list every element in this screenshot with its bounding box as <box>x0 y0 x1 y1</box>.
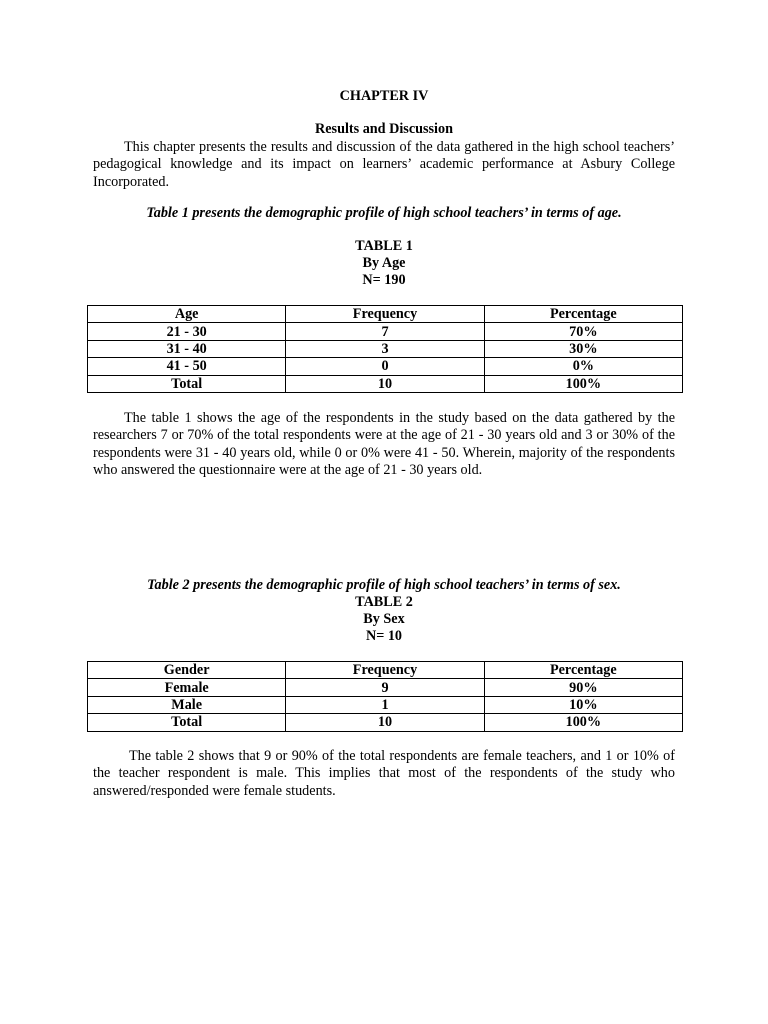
header-cell: Percentage <box>484 306 682 323</box>
table-cell: 70% <box>484 323 682 340</box>
table-header-row <box>88 662 683 679</box>
table-cell: 41 - 50 <box>88 358 286 375</box>
section-title: Results and Discussion <box>315 121 453 137</box>
table-row <box>88 358 683 375</box>
header-cell: Age <box>88 306 286 323</box>
table-cell: 21 - 30 <box>88 323 286 340</box>
table2-heading <box>93 594 675 645</box>
table1-caption: Table 1 presents the demographic profile of high school teachers’ in terms of age. <box>146 205 622 221</box>
table-row <box>88 696 683 713</box>
table-cell: 30% <box>484 340 682 357</box>
table-cell: 100% <box>484 714 682 731</box>
table-cell: 7 <box>286 323 484 340</box>
header-cell: Frequency <box>286 662 484 679</box>
table2-subtitle: By Sex <box>363 611 405 627</box>
table-cell: Total <box>88 375 286 392</box>
header-cell: Frequency <box>286 306 484 323</box>
table-cell: 9 <box>286 679 484 696</box>
table1-title: TABLE 1 <box>355 238 413 254</box>
table2-n: N= 10 <box>365 628 403 644</box>
table-row <box>88 323 683 340</box>
table-row <box>88 679 683 696</box>
table-total-row <box>88 714 683 731</box>
intro-paragraph: This chapter presents the results and discussion of the data gathered in the high school teachers’ pedagogical knowledge and its impact on learners’ academic performance at Asbury College Incorporated. <box>93 139 675 190</box>
header-cell: Percentage <box>484 662 682 679</box>
table-header-row <box>88 306 683 323</box>
table-cell: 10% <box>484 696 682 713</box>
header-cell: Gender <box>88 662 286 679</box>
table-cell: Male <box>88 696 286 713</box>
table-cell: 0 <box>286 358 484 375</box>
chapter-heading: CHAPTER IV <box>339 88 429 104</box>
table1-heading <box>93 238 675 289</box>
table2-title: TABLE 2 <box>355 594 413 610</box>
table2-discussion: The table 2 shows that 9 or 90% of the total respondents are female teachers, and 1 or 10% of the teacher respondent is male. This implies that most of the respondents of the study who answered/responded were female students. <box>93 748 675 799</box>
table1-n: N= 190 <box>362 272 406 288</box>
table-cell: Female <box>88 679 286 696</box>
table-cell: 100% <box>484 375 682 392</box>
table-cell: 10 <box>286 375 484 392</box>
table-cell: Total <box>88 714 286 731</box>
table-cell: 10 <box>286 714 484 731</box>
table-cell: 90% <box>484 679 682 696</box>
table-cell: 3 <box>286 340 484 357</box>
table-row <box>88 340 683 357</box>
table-cell: 31 - 40 <box>88 340 286 357</box>
table1-discussion: The table 1 shows the age of the respondents in the study based on the data gathered by the researchers 7 or 70% of the total respondents were at the age of 21 - 30 years old and 3 or 30% of the respondents were 31 - 40 years old, while 0 or 0% were 41 - 50. Wherein, majority of the respondents who answered the questionnaire were at the age of 21 - 30 years old. <box>93 410 675 478</box>
table-cell: 1 <box>286 696 484 713</box>
table1-subtitle: By Age <box>362 255 406 271</box>
sex-table <box>87 661 683 732</box>
table2-caption: Table 2 presents the demographic profile of high school teachers’ in terms of sex. <box>147 577 621 593</box>
table-cell: 0% <box>484 358 682 375</box>
table-total-row <box>88 375 683 392</box>
age-table <box>87 305 683 393</box>
